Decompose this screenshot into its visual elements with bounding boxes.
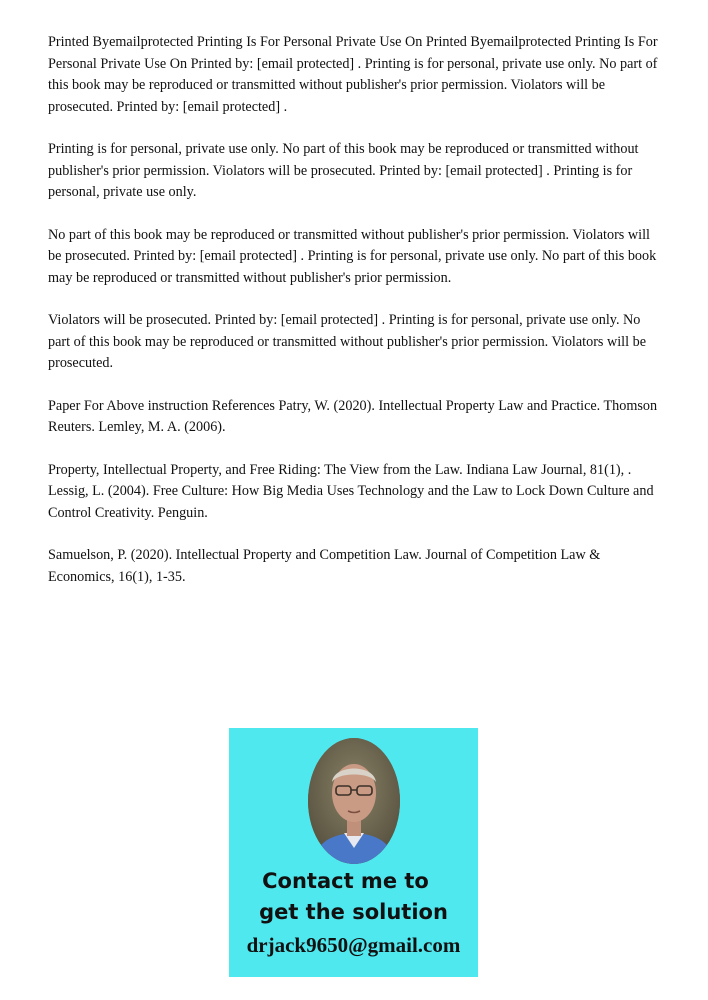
contact-heading: Contact me to: [262, 869, 429, 893]
reference-samuelson: Samuelson, P. (2020). Intellectual Property and Competition Law. Journal of Competition Law & Economics, 16(1), 1-35.: [48, 547, 601, 585]
paragraph-1: Printed Byemailprotected Printing Is For Personal Private Use On Printed Byemailprotected Printing Is For Personal Private Use On Printed by: [email protected] . Printing is for personal, private use only. No part of this book may be reproduced or transmitted without publisher's prior permission. Violators will be prosecuted. Printed by: [email protected] .: [48, 34, 658, 115]
reference-entries: Property, Intellectual Property, and Free Riding: The View from the Law. Indiana Law Journal, 81(1), . Lessig, L. (2004). Free Culture: How Big Media Uses Technology and the Law to Lock Down Culture and Control Creativity. Penguin.: [48, 461, 654, 521]
portrait-photo: [308, 738, 400, 864]
paragraph-4: Violators will be prosecuted. Printed by: [email protected] . Printing is for personal, private use only. No part of this book may be reproduced or transmitted without publisher's prior permission. Violators will be prosecuted.: [48, 312, 647, 371]
paragraph-2: Printing is for personal, private use only. No part of this book may be reproduced or transmitted without publisher's prior permission. Violators will be prosecuted. Printed by: [email protected] . Printing is for personal, private use only.: [48, 141, 639, 200]
paragraph-3: No part of this book may be reproduced or transmitted without publisher's prior permission. Violators will be prosecuted. Printed by: [email protected] . Printing is for personal, private use only. No part of this book may be reproduced or transmitted without publisher's prior permission.: [48, 226, 657, 286]
contact-banner[interactable]: [229, 728, 478, 977]
references-intro: Paper For Above instruction References Patry, W. (2020). Intellectual Property Law and Practice. Thomson Reuters. Lemley, M. A. (2006).: [48, 397, 658, 435]
document-body: [48, 32, 660, 609]
contact-email[interactable]: drjack9650@gmail.com: [246, 933, 461, 957]
contact-subheading: get the solution: [259, 900, 448, 924]
